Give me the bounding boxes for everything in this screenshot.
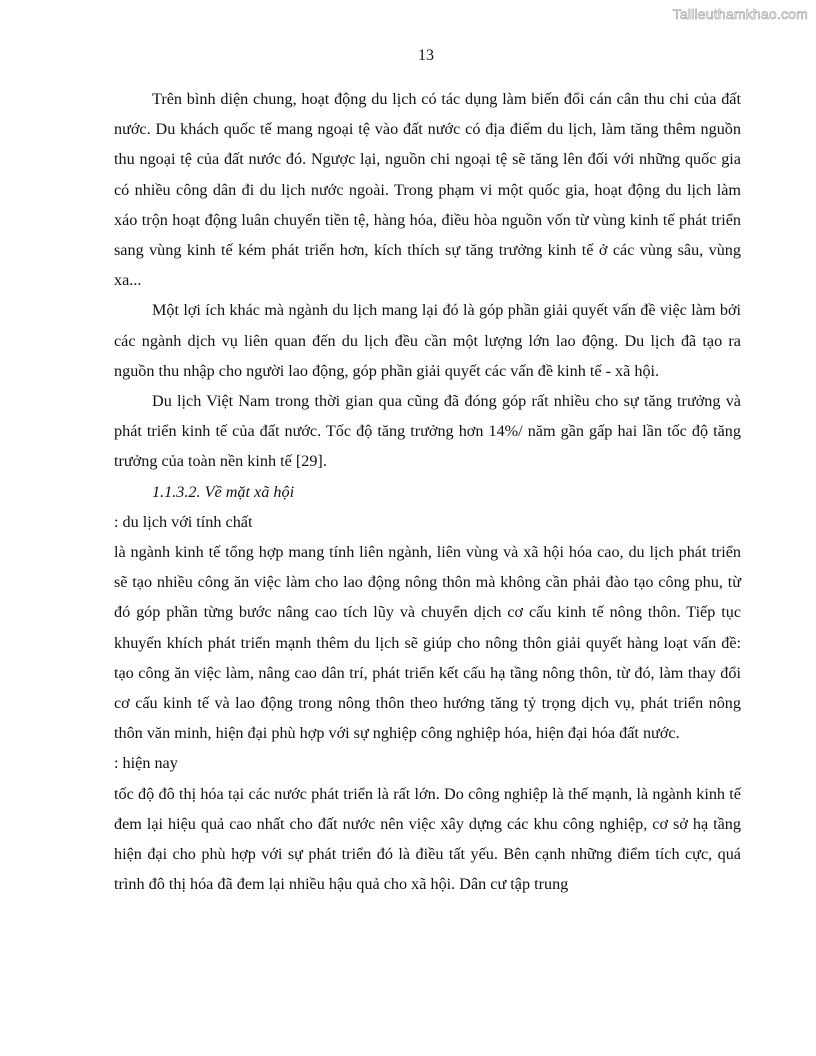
section-heading: 1.1.3.2. Về mặt xã hội [152, 482, 295, 501]
paragraph-rural-lead: : du lịch với tính chất [114, 512, 253, 531]
document-body [114, 84, 741, 899]
paragraph-urban-lead: : hiện nay [114, 754, 178, 773]
page-number: 13 [418, 47, 434, 64]
paragraph-employment: Một lợi ích khác mà ngành du lịch mang lại đó là góp phần giải quyết vấn đề việc làm bởi các ngành dịch vụ liên quan đến du lịch đều cần một lượng lớn lao động. Du lịch đã tạo ra nguồn thu nhập cho người lao động, góp phần giải quyết các vấn đề kinh tế - xã hội. [114, 301, 741, 380]
paragraph-urbanization: tốc độ đô thị hóa tại các nước phát triển là rất lớn. Do công nghiệp là thế mạnh, là ngành kinh tế đem lại hiệu quả cao nhất cho đất nước nên việc xây dựng các khu công nghiệp, cơ sở hạ tầng hiện đại cho phù hợp với sự phát triển đó là điều tất yếu. Bên cạnh những điểm tích cực, quá trình đô thị hóa đã đem lại nhiều hậu quả cho xã hội. Dân cư tập trung [114, 784, 741, 894]
paragraph-balance-of-payments: Trên bình diện chung, hoạt động du lịch có tác dụng làm biến đổi cán cân thu chi của đất nước. Du khách quốc tế mang ngoại tệ vào đất nước có địa điểm du lịch, làm tăng thêm nguồn thu ngoại tệ của đất nước đó. Ngược lại, nguồn chi ngoại tệ sẽ tăng lên đối với những quốc gia có nhiều công dân đi du lịch nước ngoài. Trong phạm vi một quốc gia, hoạt động du lịch làm xáo trộn hoạt động luân chuyển tiền tệ, hàng hóa, điều hòa nguồn vốn từ vùng kinh tế phát triển sang vùng kinh tế kém phát triển hơn, kích thích sự tăng trưởng kinh tế ở các vùng sâu, vùng xa... [114, 90, 741, 290]
paragraph-rural: là ngành kinh tế tổng hợp mang tính liên ngành, liên vùng và xã hội hóa cao, du lịch phát triển sẽ tạo nhiều công ăn việc làm cho lao động nông thôn mà không cần phải đào tạo công phu, từ đó góp phần từng bước nâng cao tích lũy và chuyển dịch cơ cấu kinh tế nông thôn. Tiếp tục khuyến khích phát triển mạnh thêm du lịch sẽ giúp cho nông thôn giải quyết hàng loạt vấn đề: tạo công ăn việc làm, nâng cao dân trí, phát triển kết cấu hạ tầng nông thôn, từ đó, làm thay đổi cơ cấu kinh tế và lao động trong nông thôn theo hướng tăng tỷ trọng dịch vụ, phát triển nông thôn văn minh, hiện đại phù hợp với sự nghiệp công nghiệp hóa, hiện đại hóa đất nước. [114, 543, 741, 743]
paragraph-vietnam-growth: Du lịch Việt Nam trong thời gian qua cũng đã đóng góp rất nhiều cho sự tăng trưởng và phát triển kinh tế của đất nước. Tốc độ tăng trưởng hơn 14%/ năm gần gấp hai lần tốc độ tăng trưởng của toàn nền kinh tế [29]. [114, 392, 741, 471]
watermark: Tailieuthamkhao.com [672, 6, 808, 22]
